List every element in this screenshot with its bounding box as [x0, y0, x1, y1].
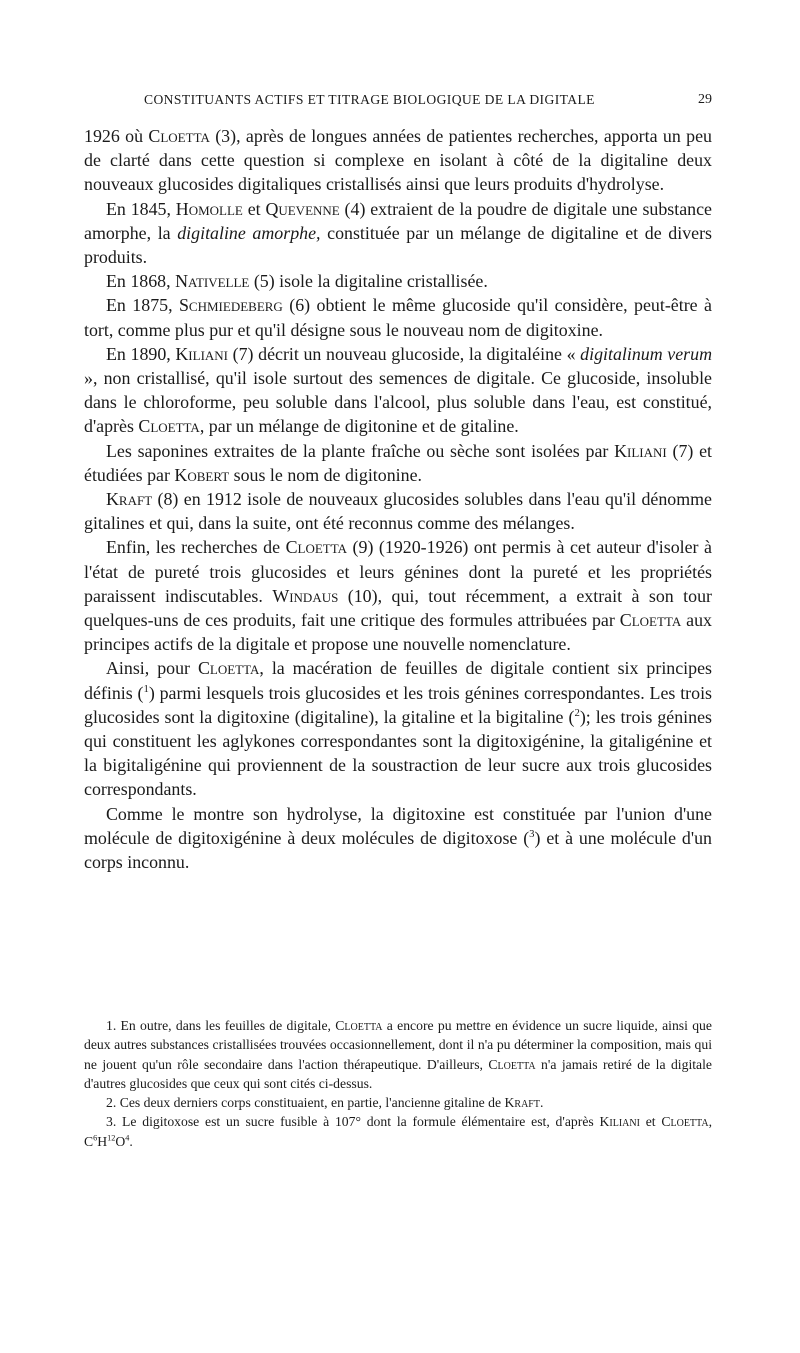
paragraph-1926	[84, 124, 712, 197]
text-run: En 1890,	[106, 343, 176, 364]
paragraph-ainsi	[84, 656, 712, 801]
main-text	[84, 124, 712, 874]
footnotes	[84, 1016, 712, 1151]
author-name: Homolle	[175, 198, 243, 219]
text-run: et	[639, 1114, 662, 1130]
footnote-ref: 2	[574, 706, 580, 719]
paragraph-enfin	[84, 535, 712, 656]
author-name: Kiliani	[599, 1114, 640, 1130]
paragraph-comme	[84, 802, 712, 875]
paragraph-1868	[84, 269, 712, 293]
text-run: 1. En outre, dans les feuilles de digitale,	[106, 1018, 336, 1033]
text-run: 2. Ces deux derniers corps constituaient, en partie, l'ancienne gitaline de	[106, 1095, 505, 1111]
text-run: et	[242, 198, 266, 219]
text-run: En 1845,	[106, 198, 176, 219]
text-run: , la macération de feuilles de digitale contient six principes définis (	[84, 658, 713, 703]
text-run: aux principes actifs de la digitale et propose une nouvelle nomenclature.	[84, 610, 712, 655]
text-run: (8) en 1912 isole de nouveaux glucosides solubles dans l'eau qu'il dénomme gitalines et qui, dans la suite, ont été reconnus comme des mélanges.	[84, 489, 712, 534]
author-name: Cloetta	[488, 1056, 536, 1072]
running-title: CONSTITUANTS ACTIFS ET TITRAGE BIOLOGIQUE DE LA DIGITALE	[144, 92, 595, 107]
text-run: (5) isole la digitaline cristallisée.	[249, 271, 488, 292]
author-name: Cloetta	[285, 537, 348, 558]
paragraph-1845	[84, 197, 712, 270]
text-run: .	[129, 1133, 133, 1149]
text-run: (6) obtient le même glucoside qu'il considère, peut-être à tort, comme plus pur et qu'il désigne sous le nouveau nom de digitoxine.	[84, 295, 712, 340]
paragraph-saponines	[84, 439, 712, 487]
text-run: En 1868,	[106, 271, 176, 292]
author-name: Kraft	[106, 489, 153, 510]
author-name: Nativelle	[175, 271, 250, 292]
text-run: En 1875,	[106, 295, 179, 316]
author-name: Cloetta	[661, 1114, 709, 1130]
author-name: Kiliani	[614, 440, 667, 461]
paragraph-kraft	[84, 487, 712, 535]
text-run: (3), après de longues années de patientes recherches, apporta un peu de clarté dans cette question si complexe en isolant à côté de la digitaline deux nouveaux glucosides digitaliques cristallisés ainsi que leurs produits d'hydrolyse.	[84, 126, 713, 195]
author-name: Quevenne	[265, 198, 340, 219]
text-run: (9) (1920-1926) ont permis à cet auteur d'isoler à l'état de pureté trois glucosides et leurs génines dont la pureté et les propriétés paraissent indiscutables.	[84, 537, 712, 606]
formula-index: 4	[125, 1133, 130, 1143]
author-name: Kiliani	[175, 343, 229, 364]
author-name: Schmiedeberg	[178, 295, 283, 316]
text-run: n'a jamais retiré de la digitale d'autres glucosides que ceux qui sont cités ci-dessus.	[84, 1056, 712, 1091]
formula-index: 6	[93, 1133, 98, 1143]
text-run: , par un mélange de digitonine et de gitaline.	[199, 416, 519, 437]
footnote-3	[84, 1112, 712, 1151]
text-run: sous le nom de digitonine.	[229, 464, 422, 485]
author-name: Kraft	[504, 1095, 540, 1111]
text-run: 1926 où	[84, 126, 149, 146]
footnote-1	[84, 1016, 712, 1093]
footnote-ref: 1	[143, 682, 149, 695]
text-run: 3. Le digitoxose est un sucre fusible à 107° dont la formule élémentaire est, d'après	[106, 1114, 600, 1130]
footnote-2	[84, 1093, 712, 1112]
running-header	[84, 92, 712, 112]
text-run: H	[97, 1133, 108, 1149]
text-run: (4) extraient de la poudre de digitale une substance amorphe, la	[84, 198, 712, 243]
text-run: (10), qui, tout récemment, a extrait à son tour quelques-uns de ces produits, fait une critique des formules attribuées par	[84, 585, 712, 631]
page-number: 29	[698, 92, 712, 107]
text-run: ) parmi lesquels trois glucosides et les trois génines correspondantes. Les trois glucosides sont la digitoxine (digitaline), la gitaline et la bigitaline (	[84, 682, 712, 727]
author-name: Cloetta	[335, 1018, 383, 1033]
text-run: ) et à une molécule d'un corps inconnu.	[84, 827, 712, 873]
text-run: Comme le montre son hydrolyse, la digitoxine est constituée par l'union d'une molécule de digitoxigénine à deux molécules de digitoxose (	[84, 803, 712, 848]
paragraph-1890	[84, 342, 712, 439]
paragraph-1875	[84, 293, 712, 341]
text-run: Les saponines extraites de la plante fraîche ou sèche sont isolées par	[106, 440, 615, 461]
text-run: Enfin, les recherches de	[106, 537, 286, 558]
text-run: .	[539, 1095, 544, 1111]
author-name: Cloetta	[619, 610, 682, 631]
text-run: Ainsi, pour	[106, 658, 198, 679]
text-run: a encore pu mettre en évidence un sucre liquide, ainsi que deux autres substances cristallisées trouvées occasionnellement, dont il n'a pu déterminer la composition, mais qui ne jouent qu'un rôle secondaire dans l'action thérapeutique. D'ailleurs,	[84, 1018, 712, 1072]
author-name: Cloetta	[148, 126, 210, 146]
author-name: Cloetta	[138, 416, 200, 437]
text-run: ); les trois génines qui constituent les aglykones correspondantes sont la digitoxigénine, la gitaligénine et la bigitaligénine qui proviennent de la soustraction de leur sucre aux trois glucosides correspondants.	[84, 706, 712, 800]
text-run: , C	[84, 1114, 712, 1149]
text-run: », non cristallisé, qu'il isole surtout des semences de digitale. Ce glucoside, insoluble dans le chloroforme, peu soluble dans l'alcool, plus soluble dans l'eau, est constitué, d'après	[84, 368, 712, 437]
italic-term: digitalinum verum	[580, 343, 712, 364]
text-run: (7) décrit un nouveau glucoside, la digitaléine «	[228, 343, 581, 364]
text-run: constituée par un mélange de digitaline et de divers produits.	[84, 222, 712, 268]
author-name: Cloetta	[197, 658, 260, 679]
italic-term: digitaline amorphe,	[177, 222, 321, 243]
text-run: (7) et étudiées par	[84, 440, 713, 485]
footnote-ref: 3	[529, 827, 535, 840]
formula-index: 12	[107, 1133, 116, 1143]
author-name: Windaus	[272, 585, 339, 606]
author-name: Kobert	[174, 464, 230, 485]
text-run: O	[115, 1133, 126, 1149]
